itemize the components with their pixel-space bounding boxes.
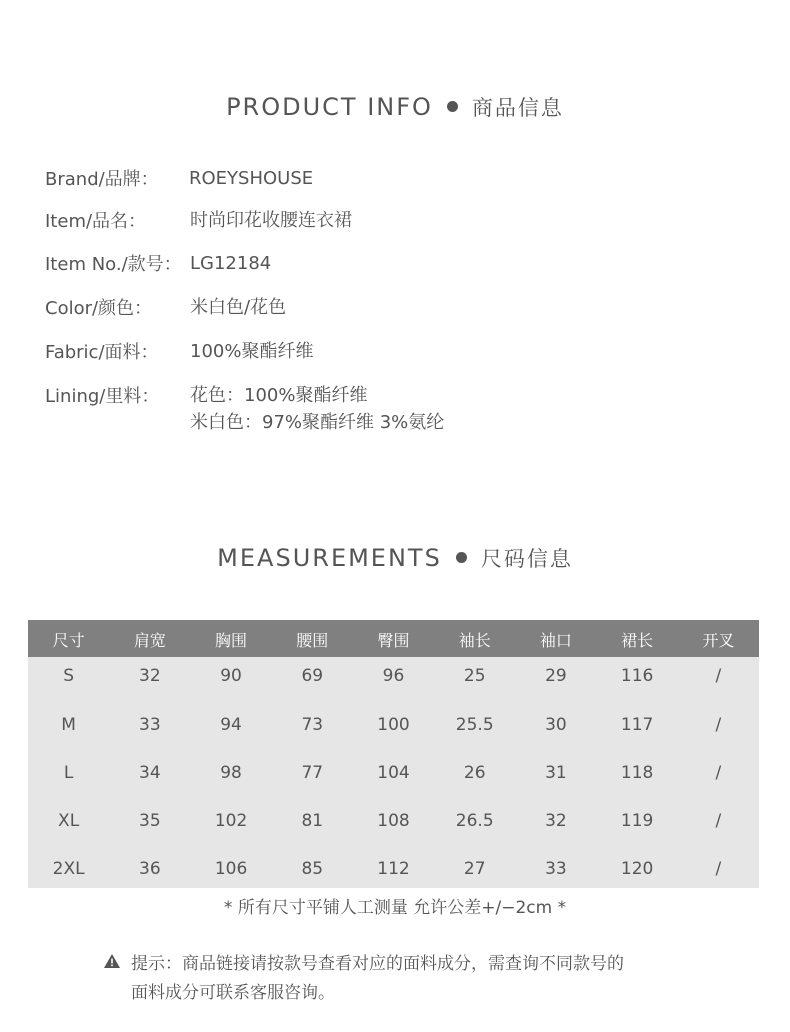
table-row [28,666,759,690]
table-cell: 35 [139,811,161,831]
table-cell: 100 [377,715,410,735]
product-info-title [0,92,790,122]
table-cell: 116 [620,666,654,686]
table-cell: 33 [545,859,567,879]
table-cell: 85 [301,859,324,879]
bullet-dot-icon [456,552,467,563]
table-header-cell: 开叉 [702,631,735,650]
info-label: Item/品名： [45,211,147,232]
measurements-title-en: MEASUREMENTS [217,544,442,572]
table-row [28,715,759,739]
table-cell: XL [58,811,80,831]
info-label: Color/颜色： [45,298,153,319]
info-label: Lining/里料： [45,386,160,407]
info-value: ROEYSHOUSE [189,168,314,189]
table-cell: S [63,666,74,686]
table-cell: M [61,715,76,735]
table-header-cell: 肩宽 [133,631,166,650]
table-cell: 25.5 [455,715,494,735]
table-cell: 106 [214,859,248,879]
table-cell: 90 [220,666,242,686]
info-value: 花色：100%聚酯纤维 米白色：97%聚酯纤维 3%氨纶 [190,385,445,433]
table-header-cell: 胸围 [215,631,248,650]
table-cell: 30 [545,715,567,735]
info-label: Fabric/面料： [45,342,159,363]
table-header-cell: 裙长 [621,631,654,650]
table-cell: 2XL [52,859,85,879]
table-header-cell: 袖长 [458,631,491,650]
table-row [28,763,759,787]
table-cell: 104 [377,763,410,783]
table-cell: 120 [620,859,654,879]
table-cell: 69 [301,666,324,686]
table-cell: 34 [139,763,161,783]
table-cell: / [715,763,722,783]
table-cell: 98 [220,763,242,783]
info-value: 时尚印花收腰连衣裙 [190,210,352,231]
size-table [28,620,759,888]
table-header-cell: 腰围 [296,631,329,650]
table-cell: 108 [377,811,410,831]
size-table-header [28,620,759,657]
measurements-title-cn: 尺码信息 [480,547,573,571]
table-header-cell: 臀围 [377,631,410,650]
measurements-title [0,543,790,573]
table-cell: 77 [301,763,324,783]
warning-icon [103,950,123,979]
table-cell: L [63,763,74,783]
table-cell: 102 [214,811,248,831]
table-cell: / [715,715,722,735]
table-cell: 31 [545,763,567,783]
table-cell: 27 [463,859,486,879]
table-cell: / [715,859,722,879]
table-cell: 96 [382,666,405,686]
table-cell: 29 [545,666,567,686]
info-value: LG12184 [190,253,272,274]
table-header-cell: 袖口 [539,631,572,650]
table-header-cell: 尺寸 [52,631,85,650]
table-cell: 33 [139,715,161,735]
table-cell: 112 [377,859,410,879]
info-label: Brand/品牌： [45,169,159,190]
table-cell: 26 [463,763,486,783]
table-cell: 94 [220,715,242,735]
table-cell: 119 [620,811,654,831]
product-info-title-cn: 商品信息 [471,96,564,120]
tip-text-line2: 面料成分可联系客服咨询。 [131,983,335,1003]
info-label: Item No./款号： [45,254,182,275]
tip-notice [103,950,624,1008]
info-value: 米白色/花色 [190,297,287,318]
table-cell: 73 [301,715,324,735]
bullet-dot-icon [447,101,458,112]
table-cell: 118 [620,763,654,783]
table-cell: / [715,811,722,831]
table-cell: 32 [545,811,567,831]
table-cell: 25 [463,666,486,686]
table-row [28,811,759,835]
table-cell: 26.5 [455,811,494,831]
table-cell: / [715,666,722,686]
table-cell: 36 [139,859,161,879]
table-cell: 32 [139,666,161,686]
tip-text-line1: 提示：商品链接请按款号查看对应的面料成分，需查询不同款号的 [131,954,624,974]
table-cell: 81 [301,811,324,831]
table-cell: 117 [620,715,654,735]
info-value: 100%聚酯纤维 [190,341,314,362]
product-info-title-en: PRODUCT INFO [226,93,433,121]
measurement-note: * 所有尺寸平铺人工测量 允许公差+/−2cm * [223,898,567,918]
table-row [28,859,759,883]
